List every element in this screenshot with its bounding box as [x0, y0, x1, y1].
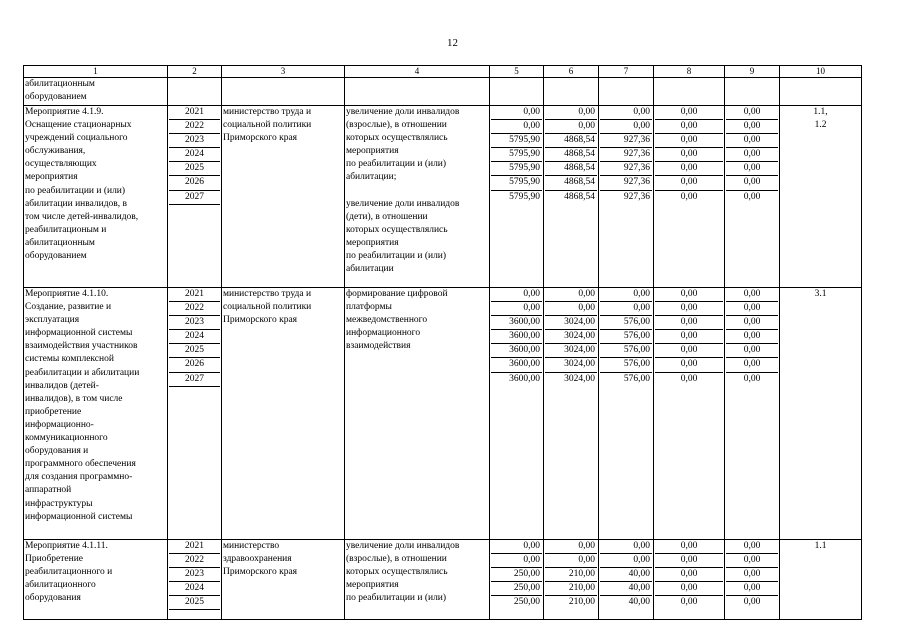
other-cell: [725, 288, 780, 540]
local-cell-value: 0,00: [680, 597, 698, 608]
federal-cell-value: 0,00: [545, 288, 597, 302]
regional-cell-value: 40,00: [600, 582, 652, 596]
responsible-executor: министерство труда и социальной политики Приморского края: [222, 288, 345, 540]
local-cell-value: 0,00: [655, 106, 723, 120]
federal-cell-value: 3024,00: [545, 330, 597, 344]
header-cell: 7: [599, 66, 654, 78]
local-cell-value: 0,00: [655, 568, 723, 582]
federal-cell: [544, 106, 599, 288]
total-cell: [490, 288, 544, 540]
local-cell-value: 0,00: [655, 358, 723, 372]
year-cell-value: 2022: [169, 120, 220, 134]
total-cell-value: 3600,00: [491, 316, 542, 330]
other-cell-value: 0,00: [726, 120, 778, 134]
total-cell-value: 250,00: [491, 568, 542, 582]
federal-cell-value: 0,00: [545, 554, 597, 568]
other-cell-value: 0,00: [726, 554, 778, 568]
regional-cell-value: 576,00: [600, 316, 652, 330]
year-cell-value: 2027: [169, 191, 220, 205]
regional-cell-value: 576,00: [600, 358, 652, 372]
regional-cell-value: 0,00: [600, 120, 652, 134]
year-cell-value: 2021: [169, 288, 220, 302]
federal-cell-value: 0,00: [545, 540, 597, 554]
indicator-text: увеличение доли инвалидов (взрослые), в отношении которых осуществлялись мероприятия по реабилитации и (или): [345, 540, 490, 620]
header-cell: 3: [222, 66, 345, 78]
federal-cell-value: 3024,00: [545, 344, 597, 358]
other-cell-value: 0,00: [726, 162, 778, 176]
local-cell-value: 0,00: [655, 316, 723, 330]
year-cell-value: 2022: [169, 302, 220, 316]
regional-cell-value: 0,00: [600, 554, 652, 568]
other-cell-value: 0,00: [726, 344, 778, 358]
local-cell-value: 0,00: [655, 148, 723, 162]
header-cell: 10: [780, 66, 862, 78]
regional-cell-value: 927,36: [600, 148, 652, 162]
total-cell-value: 0,00: [491, 302, 542, 316]
total-cell-value: 250,00: [491, 582, 542, 596]
total-cell-value: 5795,90: [491, 148, 542, 162]
local-cell-value: 0,00: [680, 373, 698, 384]
federal-cell-value: 4868,54: [545, 134, 597, 148]
header-cell: 9: [725, 66, 780, 78]
other-cell-value: 0,00: [726, 330, 778, 344]
local-cell-value: 0,00: [655, 134, 723, 148]
measure-row: [24, 540, 862, 620]
responsible-executor: министерство труда и социальной политики Приморского края: [222, 106, 345, 288]
regional-cell-value: 0,00: [600, 106, 652, 120]
federal-cell-value: 0,00: [545, 106, 597, 120]
regional-cell: [599, 106, 654, 288]
regional-cell-value: 927,36: [600, 176, 652, 190]
local-cell-value: 0,00: [655, 344, 723, 358]
regional-cell-value: 927,36: [623, 191, 650, 202]
other-cell: [725, 106, 780, 288]
local-cell-value: 0,00: [655, 582, 723, 596]
year-cell-value: 2024: [169, 330, 220, 344]
total-cell-value: 5795,90: [491, 176, 542, 190]
year-cell-value: 2026: [169, 358, 220, 372]
federal-cell-value: 0,00: [545, 120, 597, 134]
other-cell-value: 0,00: [726, 582, 778, 596]
other-cell-value: 0,00: [726, 302, 778, 316]
regional-cell: [599, 288, 654, 540]
total-cell-value: 3600,00: [491, 344, 542, 358]
total-cell: [490, 106, 544, 288]
indicator-ref: 1.1: [780, 540, 862, 620]
year-cell: [168, 106, 222, 288]
other-cell-value: 0,00: [726, 316, 778, 330]
year-cell-value: 2024: [169, 582, 220, 596]
year-cell-value: 2025: [169, 162, 220, 176]
local-cell: [654, 106, 725, 288]
local-cell-value: 0,00: [655, 162, 723, 176]
header-cell: 5: [490, 66, 544, 78]
other-cell-value: 0,00: [743, 191, 761, 202]
local-cell: [654, 540, 725, 620]
year-cell: [168, 288, 222, 540]
year-cell-value: 2023: [169, 316, 220, 330]
federal-cell-value: 3024,00: [545, 358, 597, 372]
other-cell-value: 0,00: [726, 134, 778, 148]
federal-cell-value: 210,00: [568, 597, 595, 608]
regional-cell-value: 576,00: [600, 344, 652, 358]
measure-name: Мероприятие 4.1.11. Приобретение реабилитационного и абилитационного оборудования: [24, 540, 168, 620]
federal-cell-value: 4868,54: [545, 176, 597, 190]
indicator-ref: 3.1: [780, 288, 862, 540]
total-cell-value: 0,00: [491, 106, 542, 120]
other-cell-value: 0,00: [726, 148, 778, 162]
total-cell-value: 0,00: [491, 120, 542, 134]
total-cell-value: 0,00: [491, 288, 542, 302]
regional-cell-value: 0,00: [600, 302, 652, 316]
other-cell-value: 0,00: [743, 597, 761, 608]
other-cell-value: 0,00: [726, 106, 778, 120]
local-cell-value: 0,00: [655, 288, 723, 302]
other-cell-value: 0,00: [726, 358, 778, 372]
federal-cell: [544, 540, 599, 620]
federal-cell-value: 3024,00: [564, 373, 595, 384]
year-cell-value: 2021: [169, 540, 220, 554]
header-cell: 4: [345, 66, 490, 78]
total-cell-value: 3600,00: [491, 330, 542, 344]
other-cell-value: 0,00: [726, 540, 778, 554]
regional-cell-value: 40,00: [628, 597, 650, 608]
local-cell-value: 0,00: [655, 120, 723, 134]
regional-cell-value: 576,00: [600, 330, 652, 344]
local-cell-value: 0,00: [655, 554, 723, 568]
indicator-ref: 1.1, 1.2: [780, 106, 862, 288]
other-cell-value: 0,00: [726, 176, 778, 190]
total-cell-value: 0,00: [491, 554, 542, 568]
responsible-executor: министерство здравоохранения Приморского края: [222, 540, 345, 620]
continuation-row: [24, 78, 862, 106]
other-cell-value: 0,00: [726, 288, 778, 302]
year-cell-value: 2023: [169, 568, 220, 582]
year-cell-value: 2024: [169, 148, 220, 162]
other-cell: [725, 540, 780, 620]
total-cell-value: 3600,00: [491, 358, 542, 372]
total-cell-value: 0,00: [491, 540, 542, 554]
year-cell: [168, 540, 222, 620]
regional-cell-value: 0,00: [600, 288, 652, 302]
federal-cell-value: 4868,54: [564, 191, 595, 202]
year-cell-value: 2025: [169, 596, 220, 610]
header-cell: 6: [544, 66, 599, 78]
measure-name: Мероприятие 4.1.10. Создание, развитие и эксплуатация информационной системы взаимодействия участников системы комплексной реабилитации и абилитации инвалидов (детей- инвалидов), в том числе приобретение информационно- коммуникационного оборудования и программного обеспечения для создания программно- аппаратной инфраструктуры информационной системы: [24, 288, 168, 540]
federal-cell-value: 3024,00: [545, 316, 597, 330]
header-cell: 2: [168, 66, 222, 78]
local-cell-value: 0,00: [680, 191, 698, 202]
total-cell-value: 5795,90: [491, 134, 542, 148]
year-cell-value: 2027: [169, 373, 220, 387]
total-cell-value: 5795,90: [509, 191, 540, 202]
page-number: 12: [447, 37, 458, 49]
measure-name: Мероприятие 4.1.9. Оснащение стационарных учреждений социального обслуживания, осуществляющих мероприятия по реабилитации и (или) абилитации инвалидов, в том числе детей-инвалидов, реабилитационым и абилитационным оборудованием: [24, 106, 168, 288]
header-cell: 1: [24, 66, 168, 78]
other-cell-value: 0,00: [743, 373, 761, 384]
measure-row: [24, 288, 862, 540]
federal-cell-value: 210,00: [545, 568, 597, 582]
local-cell-value: 0,00: [655, 330, 723, 344]
federal-cell: [544, 288, 599, 540]
year-cell-value: 2022: [169, 554, 220, 568]
other-cell-value: 0,00: [726, 568, 778, 582]
regional-cell-value: 40,00: [600, 568, 652, 582]
program-table: [23, 65, 862, 620]
regional-cell-value: 927,36: [600, 162, 652, 176]
year-cell-value: 2021: [169, 106, 220, 120]
federal-cell-value: 210,00: [545, 582, 597, 596]
total-cell-value: 3600,00: [509, 373, 540, 384]
federal-cell-value: 4868,54: [545, 162, 597, 176]
total-cell-value: 5795,90: [491, 162, 542, 176]
local-cell-value: 0,00: [655, 302, 723, 316]
continuation-text: абилитационным оборудованием: [24, 78, 168, 106]
header-cell: 8: [654, 66, 725, 78]
federal-cell-value: 0,00: [545, 302, 597, 316]
federal-cell-value: 4868,54: [545, 148, 597, 162]
regional-cell-value: 927,36: [600, 134, 652, 148]
regional-cell-value: 576,00: [623, 373, 650, 384]
year-cell-value: 2025: [169, 344, 220, 358]
indicator-text: формирование цифровой платформы межведомственного информационного взаимодействия: [345, 288, 490, 540]
regional-cell-value: 0,00: [600, 540, 652, 554]
year-cell-value: 2026: [169, 176, 220, 190]
measure-row: [24, 106, 862, 288]
total-cell-value: 250,00: [513, 597, 540, 608]
local-cell-value: 0,00: [655, 540, 723, 554]
total-cell: [490, 540, 544, 620]
year-cell-value: 2023: [169, 134, 220, 148]
local-cell: [654, 288, 725, 540]
header-row: [24, 66, 862, 78]
regional-cell: [599, 540, 654, 620]
indicator-text: увеличение доли инвалидов (взрослые), в отношении которых осуществлялись мероприятия по реабилитации и (или) абилитации; увеличение доли инвалидов (дети), в отношении которых осуществлялись мероприятия по реабилитации и (или) абилитации: [345, 106, 490, 288]
local-cell-value: 0,00: [655, 176, 723, 190]
